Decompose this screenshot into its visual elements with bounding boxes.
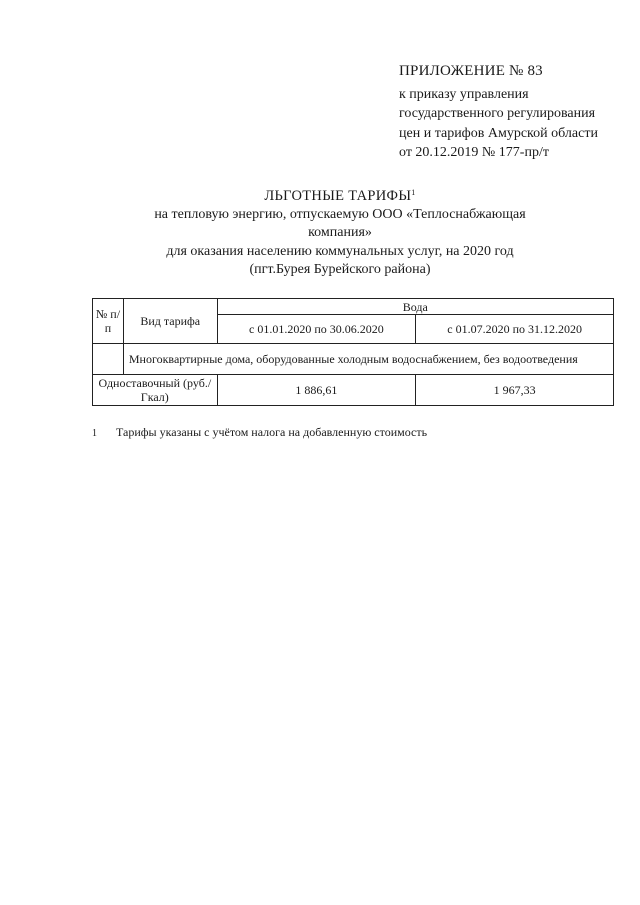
tariff-value-1: 1 886,61	[217, 375, 416, 406]
header-period-2: с 01.07.2020 по 31.12.2020	[416, 315, 614, 344]
footnote	[92, 425, 427, 441]
main-title	[100, 187, 580, 206]
tariff-value-2: 1 967,33	[416, 375, 614, 406]
tariff-table	[92, 298, 614, 406]
footnote-text: Тарифы указаны с учётом налога на добавленную стоимость	[116, 425, 428, 439]
footnote-mark: 1	[92, 428, 97, 439]
table-row	[93, 375, 614, 406]
title-line: на тепловую энергию, отпускаемую ООО «Теплоснабжающая	[154, 206, 526, 222]
title-footnote-mark: 1	[411, 188, 416, 197]
table-header-row	[93, 299, 614, 315]
appendix-title: ПРИЛОЖЕНИЕ № 83	[399, 63, 543, 79]
appendix-line: от 20.12.2019 № 177-пр/т	[399, 145, 549, 160]
tariff-kind-cell: Одноставочный (руб./Гкал)	[93, 375, 218, 406]
title-line: (пгт.Бурея Бурейского района)	[249, 262, 431, 277]
header-number: № п/п	[93, 299, 124, 344]
table-row	[93, 344, 614, 375]
title-line: компания»	[308, 225, 372, 240]
header-tariff-kind: Вид тарифа	[123, 299, 217, 344]
main-title-text: ЛЬГОТНЫЕ ТАРИФЫ	[264, 188, 412, 204]
title-line: для оказания населению коммунальных услуг, на 2020 год	[166, 243, 514, 259]
document-title	[100, 187, 580, 280]
header-water: Вода	[217, 299, 613, 315]
appendix-line: государственного регулирования	[399, 106, 596, 121]
category-number	[93, 344, 124, 375]
header-period-1: с 01.01.2020 по 30.06.2020	[217, 315, 416, 344]
appendix-line: цен и тарифов Амурской области	[399, 125, 598, 141]
appendix-line: к приказу управления	[399, 86, 529, 102]
category-label: Многоквартирные дома, оборудованные холодным водоснабжением, без водоотведения	[123, 344, 613, 375]
appendix-header	[399, 62, 635, 163]
